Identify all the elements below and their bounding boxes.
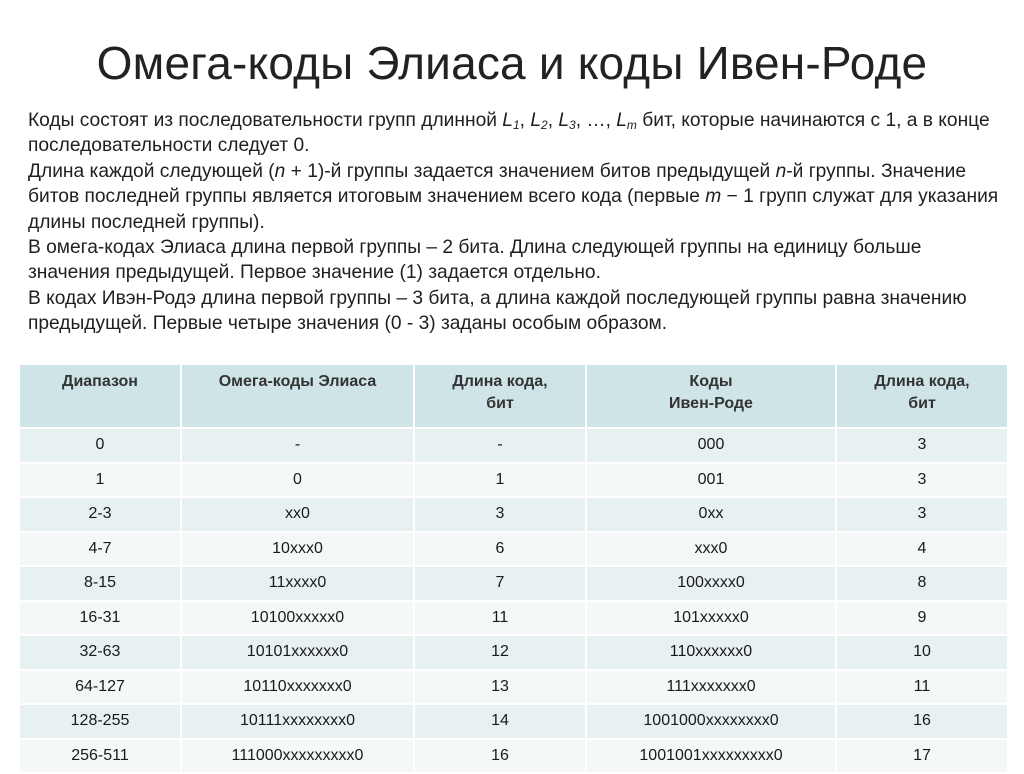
table-row — [19, 601, 1008, 636]
elias-code-cell: 10110xxxxxxx0 — [181, 670, 414, 705]
table-row — [19, 670, 1008, 705]
even-rodeh-length-cell: 3 — [836, 497, 1008, 532]
table-row — [19, 497, 1008, 532]
table-header — [19, 364, 1008, 428]
even-rodeh-length-cell: 10 — [836, 635, 1008, 670]
even-rodeh-length-cell: 8 — [836, 566, 1008, 601]
elias-length-cell: 1 — [414, 463, 586, 498]
var-n: n — [274, 160, 286, 182]
even-rodeh-length-cell: 17 — [836, 739, 1008, 774]
range-cell: 16-31 — [19, 601, 181, 636]
elias-code-cell: - — [181, 428, 414, 463]
header-even-rodeh-length: Длина кода, бит — [836, 364, 1008, 428]
var-m: m — [705, 186, 722, 208]
elias-length-cell: 6 — [414, 532, 586, 567]
elias-length-cell: 7 — [414, 566, 586, 601]
range-cell: 128-255 — [19, 704, 181, 739]
elias-length-cell: 16 — [414, 739, 586, 774]
even-rodeh-code-cell: 110xxxxxx0 — [586, 635, 836, 670]
intro-p1-text-b: бит, которые начинаются с 1, а в конце последовательности следует 0. — [28, 110, 990, 157]
range-cell: 4-7 — [19, 532, 181, 567]
intro-p2-text-c: -й группы. Значение битов последней группы является итоговым значением всего кода (первые — [28, 160, 967, 208]
intro-p2-text-b: + 1)-й группы задается значением битов предыдущей — [285, 160, 776, 182]
range-cell: 256-511 — [19, 739, 181, 774]
even-rodeh-length-cell: 16 — [836, 704, 1008, 739]
even-rodeh-code-cell: 0xx — [586, 497, 836, 532]
codes-table — [18, 363, 1009, 774]
range-cell: 1 — [19, 463, 181, 498]
elias-code-cell: 10101xxxxxx0 — [181, 635, 414, 670]
intro-text — [28, 108, 1003, 337]
even-rodeh-code-cell: 100xxxx0 — [586, 566, 836, 601]
var-l3: $L_3$ — [558, 110, 576, 132]
intro-p2-text-d: − 1 групп служат для указания длины последней группы). — [28, 186, 999, 233]
range-cell: 8-15 — [19, 566, 181, 601]
page-title: Омега-коды Элиаса и коды Ивен-Роде — [96, 37, 928, 89]
even-rodeh-code-cell: xxx0 — [586, 532, 836, 567]
intro-paragraph-2 — [28, 159, 1003, 235]
elias-length-cell: 13 — [414, 670, 586, 705]
range-cell: 64-127 — [19, 670, 181, 705]
elias-code-cell: xx0 — [181, 497, 414, 532]
intro-paragraph-4: В кодах Ивэн-Родэ длина первой группы – 3 бита, а длина каждой последующей группы равна значению предыдущей. Первые четыре значения (0 - 3) заданы особым образом. — [28, 287, 967, 335]
header-even-rodeh: Коды Ивен-Роде — [586, 364, 836, 428]
intro-paragraph-1 — [28, 108, 1003, 159]
header-range: Диапазон — [19, 364, 181, 428]
ellipsis: , …, — [575, 110, 617, 131]
range-cell: 32-63 — [19, 635, 181, 670]
table-row — [19, 635, 1008, 670]
even-rodeh-code-cell: 001 — [586, 463, 836, 498]
elias-length-cell: 12 — [414, 635, 586, 670]
even-rodeh-length-cell: 4 — [836, 532, 1008, 567]
separator: , — [547, 110, 559, 131]
var-lm: $L_m$ — [616, 110, 637, 132]
even-rodeh-length-cell: 3 — [836, 428, 1008, 463]
elias-code-cell: 111000xxxxxxxxx0 — [181, 739, 414, 774]
even-rodeh-code-cell: 1001000xxxxxxxx0 — [586, 704, 836, 739]
intro-p2-text-a: Длина каждой следующей ( — [28, 160, 275, 182]
elias-length-cell: - — [414, 428, 586, 463]
range-cell: 0 — [19, 428, 181, 463]
elias-length-cell: 11 — [414, 601, 586, 636]
table-row — [19, 428, 1008, 463]
intro-p1-text-a: Коды состоят из последовательности групп длинной — [28, 110, 503, 131]
elias-length-cell: 14 — [414, 704, 586, 739]
even-rodeh-length-cell: 11 — [836, 670, 1008, 705]
table-body — [19, 428, 1008, 773]
even-rodeh-code-cell: 111xxxxxxx0 — [586, 670, 836, 705]
var-l2: $L_2$ — [530, 110, 548, 132]
even-rodeh-code-cell: 101xxxxx0 — [586, 601, 836, 636]
table-row — [19, 566, 1008, 601]
range-cell: 2-3 — [19, 497, 181, 532]
header-elias-omega: Омега-коды Элиаса — [181, 364, 414, 428]
elias-length-cell: 3 — [414, 497, 586, 532]
even-rodeh-length-cell: 9 — [836, 601, 1008, 636]
intro-paragraph-3: В омега-кодах Элиаса длина первой группы – 2 бита. Длина следующей группы на единицу больше значения предыдущей. Первое значение (1) задается отдельно. — [28, 237, 922, 284]
elias-code-cell: 11xxxx0 — [181, 566, 414, 601]
separator: , — [519, 110, 531, 131]
table-row — [19, 739, 1008, 774]
elias-code-cell: 10100xxxxx0 — [181, 601, 414, 636]
header-elias-length: Длина кода, бит — [414, 364, 586, 428]
table-row — [19, 532, 1008, 567]
elias-code-cell: 10xxx0 — [181, 532, 414, 567]
var-l1: $L_1$ — [502, 110, 520, 132]
elias-code-cell: 0 — [181, 463, 414, 498]
header-row — [19, 364, 1008, 428]
even-rodeh-code-cell: 1001001xxxxxxxxx0 — [586, 739, 836, 774]
even-rodeh-length-cell: 3 — [836, 463, 1008, 498]
table-row — [19, 704, 1008, 739]
table-row — [19, 463, 1008, 498]
even-rodeh-code-cell: 000 — [586, 428, 836, 463]
var-n: n — [775, 160, 787, 182]
elias-code-cell: 10111xxxxxxxx0 — [181, 704, 414, 739]
